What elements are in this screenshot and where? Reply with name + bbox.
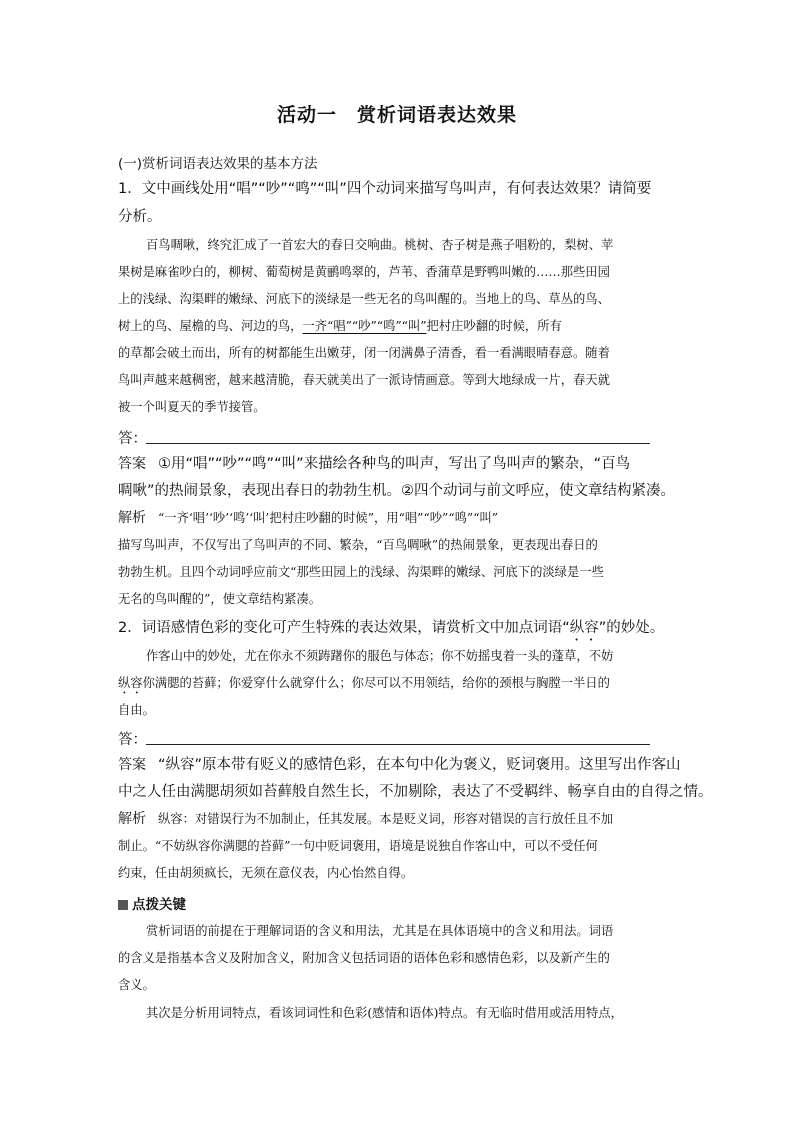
answer-prefix: 答： xyxy=(118,431,147,447)
passage-1-line xyxy=(118,313,562,340)
answer-label: 答案 xyxy=(118,757,146,773)
passage-1-line: 被一个叫夏天的季节接管。 xyxy=(118,400,266,414)
passage-1-line: 的草都会破土而出，所有的树都能生出嫩芽，闭一闭满鼻子清香，看一看满眼晴春意。随着 xyxy=(118,346,610,360)
passage-2-text: 你满腮的苔藓；你爱穿什么就穿什么；你尽可以不用领结，给你的颈根与胸膛一半日的 xyxy=(142,676,610,690)
answer-1-text: ①用“唱”“吵”“鸣”“叫”来描绘各种鸟的叫声，写出了鸟叫声的繁杂，“百鸟 xyxy=(158,456,631,472)
explanation-1-text: “一齐‘唱’‘吵’‘鸣’‘叫’把村庄吵翻的时候”，用“唱”“吵”“鸣”“叫” xyxy=(158,511,499,525)
passage-2-line xyxy=(118,670,610,697)
answer-label: 答案 xyxy=(118,456,146,472)
answer-blank-1[interactable] xyxy=(146,443,650,444)
key-points-title: 点拨关键 xyxy=(132,897,186,913)
passage-1-line: 果树是麻雀吵白的，柳树、葡萄树是黄鹂鸣翠的，芦苇、香蒲草是野鸭叫嫩的……那些田园 xyxy=(118,265,610,279)
explanation-2-line: 制止。“不妨纵容你满腮的苔藓”一句中贬词褒用，语境是说独自作客山中，可以不受任何 xyxy=(118,839,598,853)
dotted-word: 纵容 xyxy=(118,676,143,690)
question-2-line-1 xyxy=(118,615,664,644)
key-points-heading xyxy=(118,893,186,913)
key-points-line: 含义。 xyxy=(118,978,155,992)
answer-1-line-1 xyxy=(118,451,630,478)
key-points-line: 的含义是指基本含义及附加含义，附加含义包括词语的语体色彩和感情色彩，以及新产生的 xyxy=(118,951,610,965)
dotted-word: 纵容 xyxy=(569,620,599,636)
passage-1-line: 上的浅绿、沟渠畔的嫩绿、河底下的淡绿是一些无名的鸟叫醒的。当地上的鸟、草丛的鸟、 xyxy=(118,292,610,306)
key-points-line: 其次是分析用词特点，看该词词性和色彩(感情和语体)特点。有无临时借用或活用特点， xyxy=(146,1006,623,1020)
underlined-phrase: 一齐“唱”“吵”“鸣”“叫” xyxy=(302,319,427,333)
question-2-text: 2．词语感情色彩的变化可产生特殊的表达效果，请赏析文中加点词语“ xyxy=(118,620,570,636)
passage-1-line: 百鸟啁啾，终究汇成了一首宏大的春日交响曲。桃树、杏子树是燕子唱粉的，梨树、苹 xyxy=(146,238,614,252)
passage-1-text: 把村庄吵翻的时候，所有 xyxy=(426,319,562,333)
section-heading: (一)赏析词语表达效果的基本方法 xyxy=(118,156,318,172)
question-1-line-2: 分析。 xyxy=(118,209,162,225)
key-points-line: 赏析词语的前提在于理解词语的含义和用法，尤其是在具体语境中的含义和用法。词语 xyxy=(146,924,614,938)
explanation-2-line: 约束，任由胡须疯长，无须在意仪表，内心怡然自得。 xyxy=(118,866,414,880)
question-2-text: ”的妙处。 xyxy=(598,620,665,636)
explanation-1-line: 无名的鸟叫醒的”，使文章结构紧凑。 xyxy=(118,592,322,606)
answer-blank-2[interactable] xyxy=(146,744,650,745)
explanation-1-line-1 xyxy=(118,505,498,532)
answer-1-line-2: 啁啾”的热闹景象，表现出春日的勃勃生机。②四个动词与前文呼应，使文章结构紧凑。 xyxy=(118,483,676,499)
explanation-label: 解析 xyxy=(118,811,146,827)
explanation-label: 解析 xyxy=(118,510,146,526)
question-1-line-1: 1．文中画线处用“唱”“吵”“鸣”“叫”四个动词来描写鸟叫声，有何表达效果？请简要 xyxy=(118,181,652,197)
explanation-1-line: 勃勃生机。且四个动词呼应前文“那些田园上的浅绿、沟渠畔的嫩绿、河底下的淡绿是一些 xyxy=(118,565,604,579)
explanation-2-line-1 xyxy=(118,806,613,833)
answer-2-text: “纵容”原本带有贬义的感情色彩，在本句中化为褒义，贬词褒用。这里写出作客山 xyxy=(158,757,681,773)
answer-prefix: 答： xyxy=(118,732,147,748)
passage-1-line: 鸟叫声越来越稠密，越来越清脆，春天就美出了一派诗情画意。等到大地绿成一片，春天就 xyxy=(118,373,610,387)
explanation-2-text: 纵容：对错误行为不加制止，任其发展。本是贬义词，形容对错误的言行放任且不加 xyxy=(158,812,613,826)
passage-1-text: 树上的鸟、屋檐的鸟、河边的鸟， xyxy=(118,319,303,333)
answer-2-line-1 xyxy=(118,752,681,779)
passage-2-line: 作客山中的妙处，尤在你永不须踌躇你的服色与体态；你不妨摇曳着一头的蓬草，不妨 xyxy=(146,649,614,663)
explanation-1-line: 描写鸟叫声，不仅写出了鸟叫声的不同、繁杂，“百鸟啁啾”的热闹景象，更表现出春日的 xyxy=(118,538,598,552)
answer-2-line-2: 中之人任由满腮胡须如苔藓般自然生长，不加剔除，表达了不受羁绊、畅享自由的自得之情。 xyxy=(118,784,713,800)
square-bullet-icon xyxy=(118,900,128,910)
page-title: 活动一 赏析词语表达效果 xyxy=(276,104,517,126)
passage-2-line: 自由。 xyxy=(118,703,155,717)
